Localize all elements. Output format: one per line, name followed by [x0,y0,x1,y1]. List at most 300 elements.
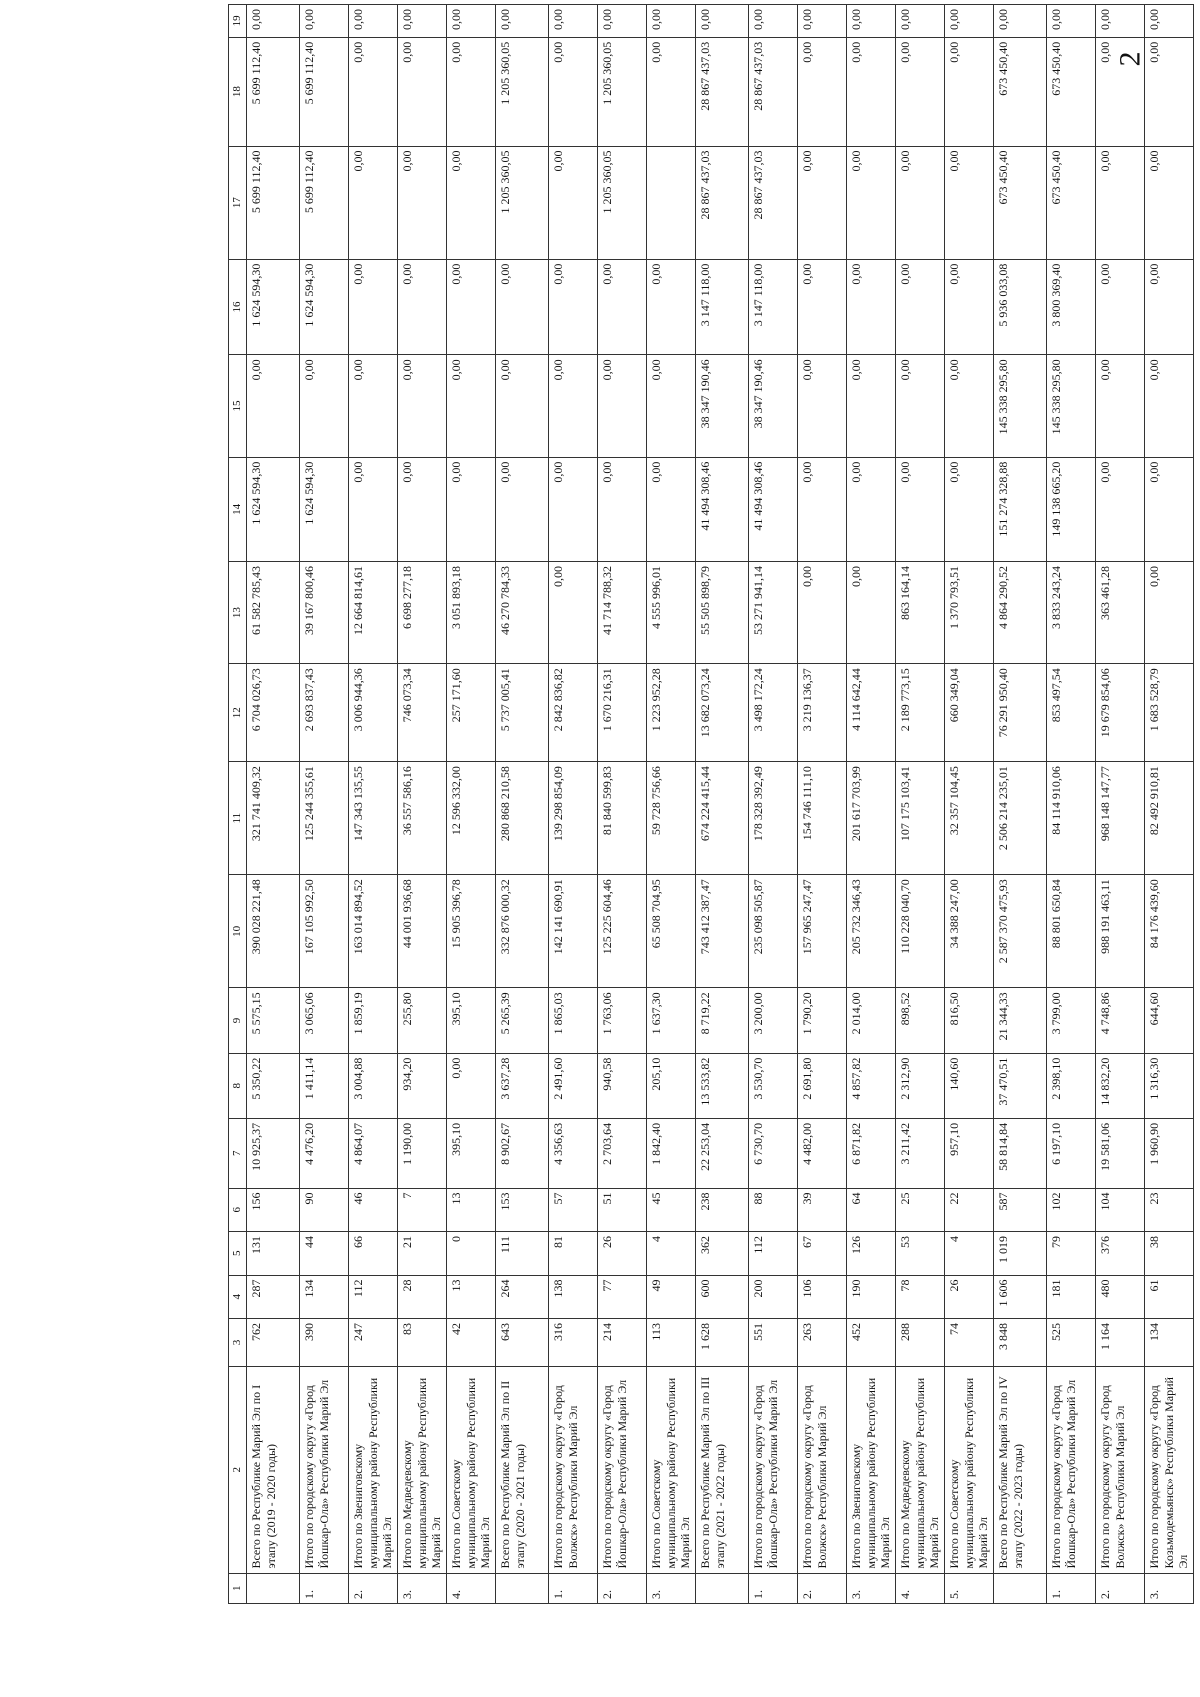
cell-value: 0,00 [447,457,496,561]
row-name: Итого по городскому округу «Город Козьмодемьянск» Республики Марий Эл [1145,1366,1194,1573]
cell-value: 1 624 594,30 [300,259,349,355]
cell-value: 200 [749,1275,798,1319]
cell-value: 0,00 [549,259,598,355]
cell-value: 673 450,40 [994,37,1047,146]
cell-value: 0,00 [496,259,549,355]
cell-value: 74 [945,1319,994,1367]
cell-value: 6 197,10 [1047,1118,1096,1188]
cell-value: 1 960,90 [1145,1118,1194,1188]
column-number: 9 [229,988,247,1053]
column-number: 11 [229,762,247,875]
row-index: 5. [945,1573,994,1603]
cell-value: 600 [696,1275,749,1319]
cell-value: 44 [300,1232,349,1276]
cell-value: 145 338 295,80 [1047,355,1096,457]
cell-value: 0,00 [896,5,945,38]
cell-value: 0,00 [549,562,598,664]
cell-value: 190 [847,1275,896,1319]
cell-value: 58 814,84 [994,1118,1047,1188]
cell-value: 3 051 893,18 [447,562,496,664]
cell-value: 0,00 [647,355,696,457]
cell-value: 263 [798,1319,847,1367]
stage-total-row [994,5,1047,1604]
row-index: 3. [398,1573,447,1603]
cell-value: 746 073,34 [398,664,447,762]
cell-value: 21 [398,1232,447,1276]
cell-value: 147 343 135,55 [349,762,398,875]
cell-value: 4 476,20 [300,1118,349,1188]
row-index: 4. [896,1573,945,1603]
cell-value: 395,10 [447,988,496,1053]
cell-value: 0,00 [398,146,447,259]
cell-value: 5 350,22 [247,1053,300,1118]
cell-value: 0,00 [549,146,598,259]
cell-value: 78 [896,1275,945,1319]
column-number: 7 [229,1118,247,1188]
cell-value: 3 004,88 [349,1053,398,1118]
cell-value: 0,00 [1145,146,1194,259]
cell-value: 82 492 910,81 [1145,762,1194,875]
cell-value: 84 176 439,60 [1145,875,1194,988]
cell-value: 5 699 112,40 [247,146,300,259]
cell-value: 38 347 190,46 [696,355,749,457]
cell-value: 88 801 650,84 [1047,875,1096,988]
cell-value: 940,58 [598,1053,647,1118]
cell-value: 762 [247,1319,300,1367]
cell-value: 110 228 040,70 [896,875,945,988]
cell-value: 5 737 005,41 [496,664,549,762]
cell-value: 643 [496,1319,549,1367]
cell-value: 816,50 [945,988,994,1053]
cell-value: 957,10 [945,1118,994,1188]
cell-value: 10 925,37 [247,1118,300,1188]
cell-value: 149 138 665,20 [1047,457,1096,561]
cell-value: 3 200,00 [749,988,798,1053]
data-table [228,4,1194,1604]
cell-value: 0,00 [798,259,847,355]
cell-value: 66 [349,1232,398,1276]
cell-value: 28 867 437,03 [749,146,798,259]
row-index [696,1573,749,1603]
cell-value: 26 [598,1232,647,1276]
cell-value: 8 902,67 [496,1118,549,1188]
row-name: Итого по городскому округу «Город Йошкар-Ола» Республики Марий Эл [1047,1366,1096,1573]
column-number: 17 [229,146,247,259]
cell-value: 0,00 [598,5,647,38]
cell-value: 332 876 000,32 [496,875,549,988]
cell-value: 4 748,86 [1096,988,1145,1053]
table-row [647,5,696,1604]
cell-value: 205,10 [647,1053,696,1118]
cell-value: 238 [696,1188,749,1232]
cell-value: 46 [349,1188,398,1232]
cell-value: 41 714 788,32 [598,562,647,664]
cell-value: 2 189 773,15 [896,664,945,762]
cell-value: 0,00 [798,5,847,38]
cell-value: 42 [447,1319,496,1367]
cell-value: 934,20 [398,1053,447,1118]
cell-value: 0,00 [896,146,945,259]
cell-value: 0,00 [847,5,896,38]
cell-value: 3 530,70 [749,1053,798,1118]
cell-value: 64 [847,1188,896,1232]
cell-value: 235 098 505,87 [749,875,798,988]
cell-value: 362 [696,1232,749,1276]
cell-value: 6 704 026,73 [247,664,300,762]
cell-value: 898,52 [896,988,945,1053]
cell-value: 38 347 190,46 [749,355,798,457]
cell-value: 163 014 894,52 [349,875,398,988]
cell-value: 134 [300,1275,349,1319]
cell-value: 3 147 118,00 [696,259,749,355]
cell-value: 5 575,15 [247,988,300,1053]
cell-value: 2 506 214 235,01 [994,762,1047,875]
cell-value: 26 [945,1275,994,1319]
cell-value: 13 682 073,24 [696,664,749,762]
cell-value: 673 450,40 [994,146,1047,259]
cell-value: 140,60 [945,1053,994,1118]
cell-value: 2 693 837,43 [300,664,349,762]
cell-value: 0,00 [647,457,696,561]
cell-value: 201 617 703,99 [847,762,896,875]
cell-value: 316 [549,1319,598,1367]
table-row [896,5,945,1604]
cell-value: 660 349,04 [945,664,994,762]
cell-value: 5 265,39 [496,988,549,1053]
cell-value: 107 175 103,41 [896,762,945,875]
column-number: 19 [229,5,247,38]
row-name: Итого по городскому округу «Город Волжск» Республики Марий Эл [549,1366,598,1573]
cell-value: 12 664 814,61 [349,562,398,664]
cell-value: 0,00 [447,37,496,146]
cell-value: 90 [300,1188,349,1232]
row-index: 1. [1047,1573,1096,1603]
cell-value: 0,00 [1145,5,1194,38]
cell-value: 12 596 332,00 [447,762,496,875]
cell-value: 3 006 944,36 [349,664,398,762]
rotated-table-container [228,4,1190,1604]
cell-value: 4 114 642,44 [847,664,896,762]
cell-value: 125 244 355,61 [300,762,349,875]
cell-value: 551 [749,1319,798,1367]
cell-value: 77 [598,1275,647,1319]
cell-value: 4 356,63 [549,1118,598,1188]
cell-value: 0,00 [349,146,398,259]
column-number: 4 [229,1275,247,1319]
cell-value: 0,00 [1145,37,1194,146]
cell-value: 45 [647,1188,696,1232]
column-number: 13 [229,562,247,664]
cell-value: 0,00 [847,146,896,259]
cell-value: 0,00 [349,259,398,355]
cell-value: 39 167 800,46 [300,562,349,664]
cell-value: 0,00 [447,146,496,259]
row-name: Итого по городскому округу «Город Волжск» Республики Марий Эл [798,1366,847,1573]
cell-value: 0,00 [1096,259,1145,355]
row-index: 2. [1096,1573,1145,1603]
cell-value: 4 [945,1232,994,1276]
cell-value: 76 291 950,40 [994,664,1047,762]
cell-value: 395,10 [447,1118,496,1188]
row-name: Итого по городскому округу «Город Йошкар-Ола» Республики Марий Эл [749,1366,798,1573]
cell-value: 131 [247,1232,300,1276]
cell-value: 0,00 [349,457,398,561]
cell-value: 1 019 [994,1232,1047,1276]
cell-value: 81 840 599,83 [598,762,647,875]
cell-value: 0,00 [598,457,647,561]
stage-total-row [247,5,300,1604]
cell-value: 376 [1096,1232,1145,1276]
row-index: 2. [798,1573,847,1603]
column-number: 8 [229,1053,247,1118]
cell-value: 0,00 [1145,355,1194,457]
cell-value: 6 698 277,18 [398,562,447,664]
cell-value: 4 864,07 [349,1118,398,1188]
row-name: Итого по городскому округу «Город Волжск» Республики Марий Эл [1096,1366,1145,1573]
cell-value: 0,00 [496,5,549,38]
cell-value: 0,00 [447,5,496,38]
cell-value: 0,00 [496,355,549,457]
cell-value: 14 832,20 [1096,1053,1145,1118]
cell-value: 106 [798,1275,847,1319]
cell-value: 3 848 [994,1319,1047,1367]
cell-value: 0,00 [1145,562,1194,664]
cell-value: 154 746 111,10 [798,762,847,875]
cell-value: 0,00 [549,355,598,457]
row-name: Итого по Медведевскому муниципальному району Республики Марий Эл [896,1366,945,1573]
cell-value: 1 205 360,05 [598,37,647,146]
cell-value: 1 624 594,30 [247,259,300,355]
cell-value: 28 867 437,03 [696,146,749,259]
cell-value: 2 587 370 475,93 [994,875,1047,988]
cell-value: 3 833 243,24 [1047,562,1096,664]
cell-value: 673 450,40 [1047,37,1096,146]
cell-value: 4 555 996,01 [647,562,696,664]
cell-value: 23 [1145,1188,1194,1232]
cell-value: 5 936 033,08 [994,259,1047,355]
stage-total-row [496,5,549,1604]
cell-value: 38 [1145,1232,1194,1276]
cell-value: 1 670 216,31 [598,664,647,762]
cell-value: 22 253,04 [696,1118,749,1188]
cell-value: 674 224 415,44 [696,762,749,875]
cell-value: 5 699 112,40 [300,37,349,146]
cell-value: 134 [1145,1319,1194,1367]
cell-value: 0,00 [696,5,749,38]
cell-value: 0,00 [1096,457,1145,561]
cell-value: 22 [945,1188,994,1232]
cell-value: 2 703,64 [598,1118,647,1188]
cell-value: 32 357 104,45 [945,762,994,875]
cell-value: 1 205 360,05 [598,146,647,259]
cell-value: 37 470,51 [994,1053,1047,1118]
cell-value: 1 637,30 [647,988,696,1053]
cell-value: 1 370 793,51 [945,562,994,664]
cell-value: 1 190,00 [398,1118,447,1188]
cell-value: 0,00 [398,355,447,457]
cell-value: 36 557 586,16 [398,762,447,875]
row-name: Итого по Советскому муниципальному району Республики Марий Эл [447,1366,496,1573]
cell-value: 6 871,82 [847,1118,896,1188]
cell-value: 0,00 [647,5,696,38]
cell-value: 0,00 [798,562,847,664]
cell-value: 0,00 [447,1053,496,1118]
cell-value: 0,00 [349,355,398,457]
cell-value: 41 494 308,46 [696,457,749,561]
row-name: Итого по Звениговскому муниципальному району Республики Марий Эл [847,1366,896,1573]
cell-value: 390 028 221,48 [247,875,300,988]
cell-value: 145 338 295,80 [994,355,1047,457]
row-index: 2. [598,1573,647,1603]
row-name: Итого по Звениговскому муниципальному району Республики Марий Эл [349,1366,398,1573]
cell-value: 205 732 346,43 [847,875,896,988]
row-name: Всего по Республике Марий Эл по IV этапу (2022 - 2023 годы) [994,1366,1047,1573]
cell-value: 112 [349,1275,398,1319]
table-row [598,5,647,1604]
cell-value: 287 [247,1275,300,1319]
cell-value: 3 065,06 [300,988,349,1053]
table-row [798,5,847,1604]
cell-value: 19 581,06 [1096,1118,1145,1188]
column-number: 3 [229,1319,247,1367]
table-row [749,5,798,1604]
table-row [945,5,994,1604]
cell-value: 8 719,22 [696,988,749,1053]
cell-value: 1 842,40 [647,1118,696,1188]
cell-value: 0,00 [896,37,945,146]
cell-value: 0,00 [349,5,398,38]
column-number: 16 [229,259,247,355]
cell-value: 0,00 [349,37,398,146]
cell-value: 0,00 [945,259,994,355]
cell-value: 28 867 437,03 [696,37,749,146]
table-row [1145,5,1194,1604]
table-row [847,5,896,1604]
cell-value: 57 [549,1188,598,1232]
cell-value: 53 271 941,14 [749,562,798,664]
row-index: 1. [749,1573,798,1603]
cell-value: 4 482,00 [798,1118,847,1188]
cell-value: 1 790,20 [798,988,847,1053]
cell-value: 1 205 360,05 [496,146,549,259]
cell-value: 61 582 785,43 [247,562,300,664]
cell-value: 84 114 910,06 [1047,762,1096,875]
cell-value: 0,00 [945,5,994,38]
column-number-row [229,5,247,1604]
cell-value: 34 388 247,00 [945,875,994,988]
cell-value: 3 637,28 [496,1053,549,1118]
cell-value: 0,00 [398,259,447,355]
cell-value: 151 274 328,88 [994,457,1047,561]
cell-value: 743 412 387,47 [696,875,749,988]
cell-value: 53 [896,1232,945,1276]
cell-value: 25 [896,1188,945,1232]
cell-value: 0,00 [1145,457,1194,561]
cell-value: 0,00 [847,259,896,355]
cell-value: 0,00 [647,259,696,355]
cell-value: 0,00 [398,457,447,561]
cell-value: 0,00 [749,5,798,38]
cell-value: 55 505 898,79 [696,562,749,664]
cell-value: 104 [1096,1188,1145,1232]
cell-value: 2 491,60 [549,1053,598,1118]
cell-value: 67 [798,1232,847,1276]
row-index: 4. [447,1573,496,1603]
cell-value: 988 191 463,11 [1096,875,1145,988]
cell-value: 111 [496,1232,549,1276]
cell-value: 1 865,03 [549,988,598,1053]
cell-value: 1 606 [994,1275,1047,1319]
cell-value: 139 298 854,09 [549,762,598,875]
cell-value: 0,00 [398,5,447,38]
cell-value: 214 [598,1319,647,1367]
cell-value: 0,00 [247,355,300,457]
cell-value: 0,00 [398,37,447,146]
cell-value: 0,00 [496,457,549,561]
cell-value: 1 859,19 [349,988,398,1053]
row-name: Итого по Советскому муниципальному району Республики Марий Эл [945,1366,994,1573]
cell-value: 0,00 [598,259,647,355]
cell-value: 0,00 [247,5,300,38]
cell-value: 0,00 [1096,355,1145,457]
row-index: 3. [647,1573,696,1603]
cell-value: 3 211,42 [896,1118,945,1188]
cell-value: 181 [1047,1275,1096,1319]
cell-value: 51 [598,1188,647,1232]
row-index: 3. [847,1573,896,1603]
row-name: Всего по Республике Марий Эл по III этапу (2021 - 2022 годы) [696,1366,749,1573]
cell-value: 125 225 604,46 [598,875,647,988]
cell-value: 2 014,00 [847,988,896,1053]
cell-value: 41 494 308,46 [749,457,798,561]
column-number: 15 [229,355,247,457]
row-name: Итого по Медведевскому муниципальному району Республики Марий Эл [398,1366,447,1573]
row-name: Всего по Республике Марий Эл по II этапу (2020 - 2021 годы) [496,1366,549,1573]
cell-value: 321 741 409,32 [247,762,300,875]
cell-value: 0,00 [1096,37,1145,146]
column-number: 10 [229,875,247,988]
table-row [447,5,496,1604]
cell-value: 0,00 [896,259,945,355]
stage-total-row [696,5,749,1604]
cell-value: 0,00 [847,37,896,146]
cell-value: 19 679 854,06 [1096,664,1145,762]
row-name: Итого по городскому округу «Город Йошкар-Ола» Республики Марий Эл [300,1366,349,1573]
cell-value: 0,00 [945,457,994,561]
cell-value: 255,80 [398,988,447,1053]
cell-value: 1 411,14 [300,1053,349,1118]
cell-value: 13 533,82 [696,1053,749,1118]
cell-value: 0,00 [1145,259,1194,355]
table-row [349,5,398,1604]
cell-value: 113 [647,1319,696,1367]
table-body [247,5,1194,1604]
cell-value: 0,00 [1096,5,1145,38]
cell-value: 13 [447,1188,496,1232]
cell-value: 102 [1047,1188,1096,1232]
cell-value: 853 497,54 [1047,664,1096,762]
cell-value: 5 699 112,40 [300,146,349,259]
cell-value: 167 105 992,50 [300,875,349,988]
column-number: 5 [229,1232,247,1276]
cell-value: 44 001 936,68 [398,875,447,988]
cell-value: 247 [349,1319,398,1367]
cell-value: 3 219 136,37 [798,664,847,762]
cell-value: 587 [994,1188,1047,1232]
row-index [247,1573,300,1603]
page-number: 2 [1113,51,1147,67]
cell-value: 2 398,10 [1047,1053,1096,1118]
